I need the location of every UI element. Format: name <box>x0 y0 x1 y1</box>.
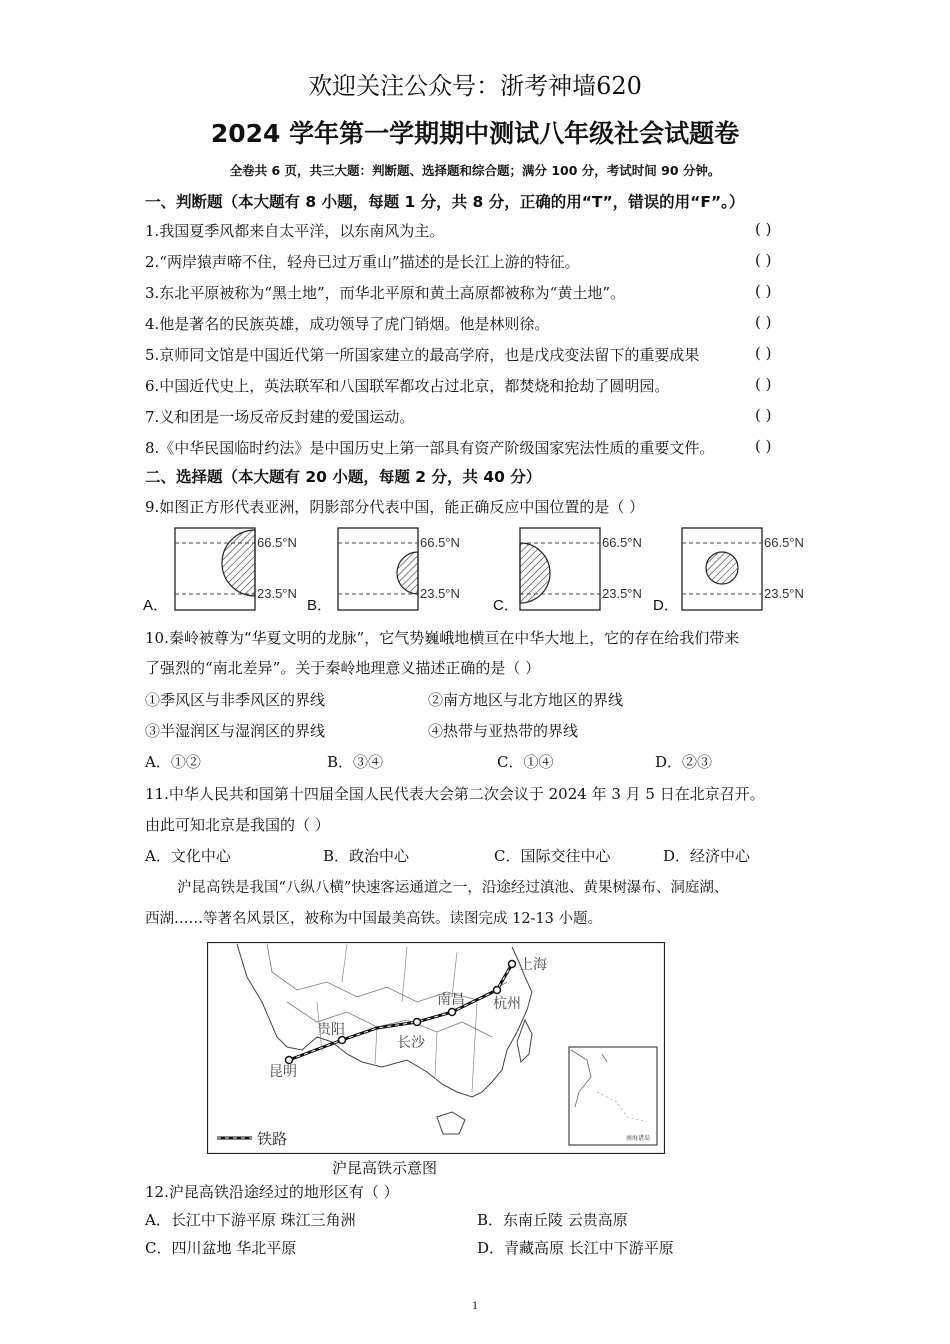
q9-figures <box>140 522 820 617</box>
tf-item-3: 3.东北平原被称为“黑土地”，而华北平原和黄土高原都被称为“黄土地”。 <box>145 284 625 302</box>
q9-figure-c <box>493 528 642 614</box>
q9-label-a: A． <box>143 597 169 614</box>
answer-blank: ( ) <box>755 282 772 300</box>
south-china-sea-inset <box>569 1047 657 1145</box>
map-intro-line2: 西湖……等著名风景区，被称为中国最美高铁。读图完成 12-13 小题。 <box>145 911 603 927</box>
section1-heading: 一、判断题（本大题有 8 小题，每题 1 分，共 8 分，正确的用“T”，错误的用“F”。） <box>145 193 745 211</box>
q12-option-d: D．青藏高原 长江中下游平原 <box>477 1239 674 1257</box>
map-intro-line1: 沪昆高铁是我国“八纵八横”快速客运通道之一，沿途经过滇池、黄果树瀑布、洞庭湖、 <box>177 880 729 896</box>
q11-stem-line2: 由此可知北京是我国的（ ） <box>145 816 330 834</box>
q9-figure-d <box>653 528 804 614</box>
lat-66-label: 66.5°N <box>602 535 642 550</box>
q9-label-c: C． <box>493 597 519 614</box>
q10-option-b: B．③④ <box>327 753 384 771</box>
inset-label: 南海诸岛 <box>626 1136 651 1142</box>
q12-option-a: A．长江中下游平原 珠江三角洲 <box>145 1211 356 1229</box>
hukun-railway-map <box>207 942 665 1154</box>
city-marker-hangzhou <box>494 987 501 994</box>
city-label-nanchang: 南昌 <box>437 991 465 1007</box>
city-label-guiyang: 贵阳 <box>317 1021 345 1037</box>
q12-option-c: C．四川盆地 华北平原 <box>145 1239 297 1257</box>
tf-item-1: 1.我国夏季风都来自太平洋，以东南风为主。 <box>145 222 445 240</box>
q10-statement-2: ②南方地区与北方地区的界线 <box>428 691 624 709</box>
q11-stem-line1: 11.中华人民共和国第十四届全国人民代表大会第二次会议于 2024 年 3 月 5 日在北京召开。 <box>145 785 765 803</box>
answer-blank: ( ) <box>755 251 772 269</box>
city-marker-shanghai <box>509 961 516 968</box>
q11-option-c: C．国际交往中心 <box>494 847 611 865</box>
q11-option-d: D．经济中心 <box>663 847 751 865</box>
city-label-shanghai: 上海 <box>519 956 547 972</box>
section2-heading: 二、选择题（本大题有 20 小题，每题 2 分，共 40 分） <box>145 468 542 486</box>
q10-statement-3: ③半湿润区与湿润区的界线 <box>145 722 326 740</box>
lat-23-label: 23.5°N <box>420 586 460 601</box>
q12-stem: 12.沪昆高铁沿途经过的地形区有（ ） <box>145 1183 399 1201</box>
lat-23-label: 23.5°N <box>764 586 804 601</box>
q9-figure-b <box>307 528 460 614</box>
answer-blank: ( ) <box>755 437 772 455</box>
answer-blank: ( ) <box>755 406 772 424</box>
q10-option-a: A．①② <box>145 753 201 771</box>
promo-header: 欢迎关注公众号：浙考神墙620 <box>308 72 642 100</box>
q11-option-a: A．文化中心 <box>145 847 231 865</box>
page-number: 1 <box>472 1298 478 1312</box>
answer-blank: ( ) <box>755 220 772 238</box>
q10-option-c: C．①④ <box>497 753 554 771</box>
lat-66-label: 66.5°N <box>764 535 804 550</box>
q10-stem-line2: 了强烈的“南北差异”。关于秦岭地理意义描述正确的是（ ） <box>145 659 541 677</box>
lat-23-label: 23.5°N <box>257 586 297 601</box>
lat-66-label: 66.5°N <box>420 535 460 550</box>
q9-label-d: D． <box>653 597 679 614</box>
answer-blank: ( ) <box>755 313 772 331</box>
answer-blank: ( ) <box>755 344 772 362</box>
city-label-kunming: 昆明 <box>269 1063 297 1079</box>
map-caption: 沪昆高铁示意图 <box>332 1159 438 1177</box>
tf-item-5: 5.京师同文馆是中国近代第一所国家建立的最高学府，也是戊戌变法留下的重要成果 <box>145 346 700 364</box>
tf-item-8: 8.《中华民国临时约法》是中国历史上第一部具有资产阶级国家宪法性质的重要文件。 <box>145 439 715 457</box>
exam-title: 2024 学年第一学期期中测试八年级社会试题卷 <box>210 119 740 148</box>
answer-blank: ( ) <box>755 375 772 393</box>
city-label-hangzhou: 杭州 <box>493 995 521 1011</box>
lat-66-label: 66.5°N <box>257 535 297 550</box>
city-marker-guiyang <box>339 1037 346 1044</box>
city-marker-nanchang <box>449 1009 456 1016</box>
q12-option-b: B．东南丘陵 云贵高原 <box>477 1211 628 1229</box>
legend-railway-label: 铁路 <box>257 1131 288 1148</box>
lat-23-label: 23.5°N <box>602 586 642 601</box>
q10-option-d: D．②③ <box>655 753 713 771</box>
tf-item-7: 7.义和团是一场反帝反封建的爱国运动。 <box>145 408 415 426</box>
tf-item-2: 2.“两岸猿声啼不住，轻舟已过万重山”描述的是长江上游的特征。 <box>145 253 580 271</box>
q10-statement-1: ①季风区与非季风区的界线 <box>145 691 326 709</box>
q9-label-b: B． <box>307 597 333 614</box>
tf-item-6: 6.中国近代史上，英法联军和八国联军都攻占过北京，都焚烧和抢劫了圆明园。 <box>145 377 670 395</box>
exam-notice: 全卷共 6 页，共三大题：判断题、选择题和综合题；满分 100 分，考试时间 90 分钟。 <box>229 163 721 178</box>
q10-stem-line1: 10.秦岭被尊为“华夏文明的龙脉”，它气势巍峨地横亘在中华大地上，它的存在给我们带来 <box>145 629 740 647</box>
tf-item-4: 4.他是著名的民族英雄，成功领导了虎门销烟。他是林则徐。 <box>145 315 550 333</box>
city-marker-changsha <box>414 1019 421 1026</box>
city-label-changsha: 长沙 <box>397 1034 425 1050</box>
q11-option-b: B．政治中心 <box>323 847 410 865</box>
q9-stem: 9.如图正方形代表亚洲，阴影部分代表中国，能正确反应中国位置的是（ ） <box>145 498 645 516</box>
q10-statement-4: ④热带与亚热带的界线 <box>428 722 579 740</box>
q9-figure-a <box>143 528 297 614</box>
